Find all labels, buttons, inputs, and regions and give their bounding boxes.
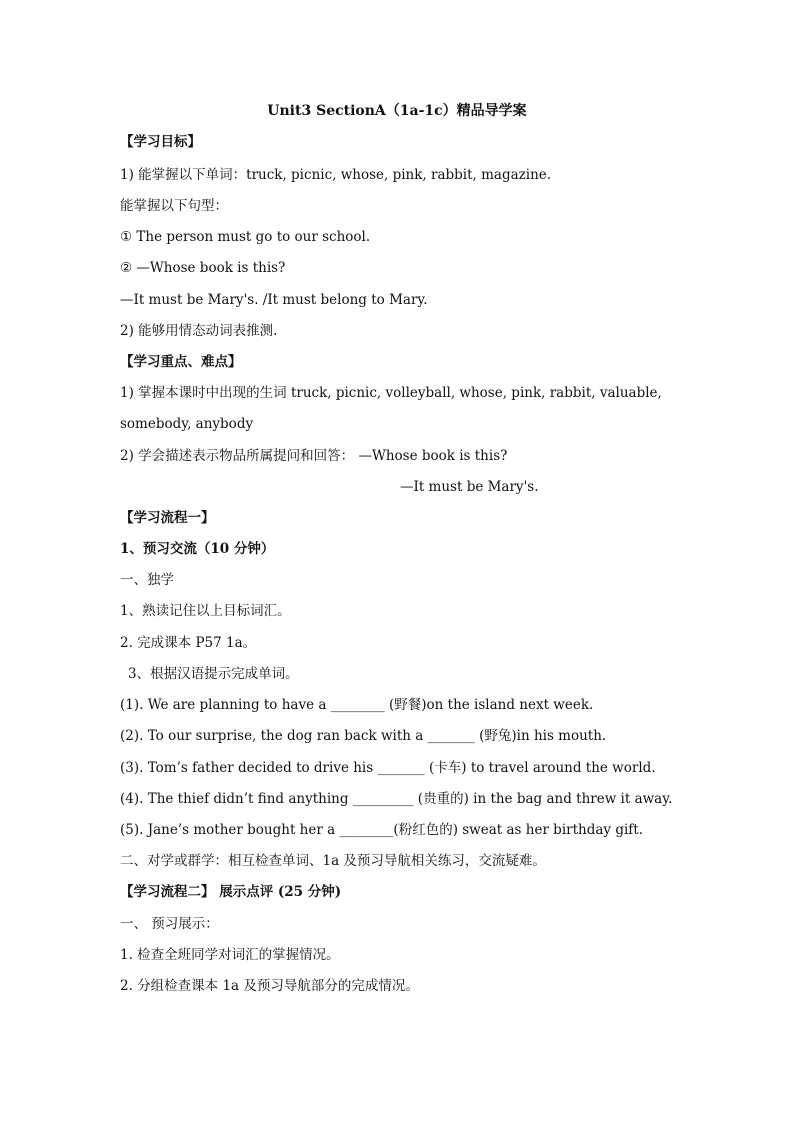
goal-vocabulary: 1) 能掌握以下单词：truck, picnic, whose, pink, rabbit, magazine.	[120, 167, 552, 183]
key-point-1: 1) 掌握本课时中出现的生词 truck, picnic, volleyball, whose, pink, rabbit, valuable,	[120, 385, 662, 401]
show-task-2: 2. 分组检查课本 1a 及预习导航部分的完成情况。	[120, 978, 419, 994]
exercise-item-5: (5). Jane’s mother bought her a ________(粉红色的) sweat as her birthday gift.	[120, 822, 643, 838]
exercise-item-4: (4). The thief didn’t find anything _________ (贵重的) in the bag and threw it away.	[120, 791, 673, 807]
key-point-2: 2) 学会描述表示物品所属提问和回答： —Whose book is this?	[120, 448, 508, 464]
goal-modal-verbs: 2) 能够用情态动词表推测.	[120, 323, 278, 339]
preview-show-heading: 一、 预习展示：	[120, 916, 219, 932]
heading-process-1: 【学习流程一】	[120, 510, 215, 526]
task-2: 2. 完成课本 P57 1a。	[120, 635, 257, 651]
preview-exchange-heading: 1、预习交流（10 分钟）	[120, 541, 275, 557]
show-task-1: 1. 检查全班同学对词汇的掌握情况。	[120, 947, 340, 963]
sentence-example-2-answer: —It must be Mary's. /It must belong to Mary.	[120, 292, 428, 308]
heading-key-points: 【学习重点、难点】	[120, 354, 242, 370]
exercise-item-3: (3). Tom’s father decided to drive his _______ (卡车) to travel around the world.	[120, 760, 656, 776]
task-3: 3、根据汉语提示完成单词。	[128, 666, 299, 682]
sentence-example-2: ② —Whose book is this?	[120, 260, 286, 276]
heading-learning-goals: 【学习目标】	[120, 134, 201, 150]
heading-process-2: 【学习流程二】 展示点评 (25 分钟)	[120, 884, 342, 900]
key-point-1-continued: somebody, anybody	[120, 416, 254, 432]
self-study-heading: 一、独学	[120, 572, 174, 588]
exercise-item-1: (1). We are planning to have a ________ (野餐)on the island next week.	[120, 697, 594, 713]
goal-sentences-intro: 能掌握以下句型：	[120, 198, 228, 214]
pair-study-heading: 二、对学或群学：相互检查单词、1a 及预习导航相关练习，交流疑难。	[120, 853, 546, 869]
task-1: 1、熟读记住以上目标词汇。	[120, 603, 291, 619]
exercise-item-2: (2). To our surprise, the dog ran back with a _______ (野兔)in his mouth.	[120, 728, 607, 744]
key-point-2-answer: —It must be Mary's.	[400, 479, 539, 495]
sentence-example-1: ① The person must go to our school.	[120, 229, 371, 245]
document-title: Unit3 SectionA（1a-1c）精品导学案	[267, 103, 527, 119]
